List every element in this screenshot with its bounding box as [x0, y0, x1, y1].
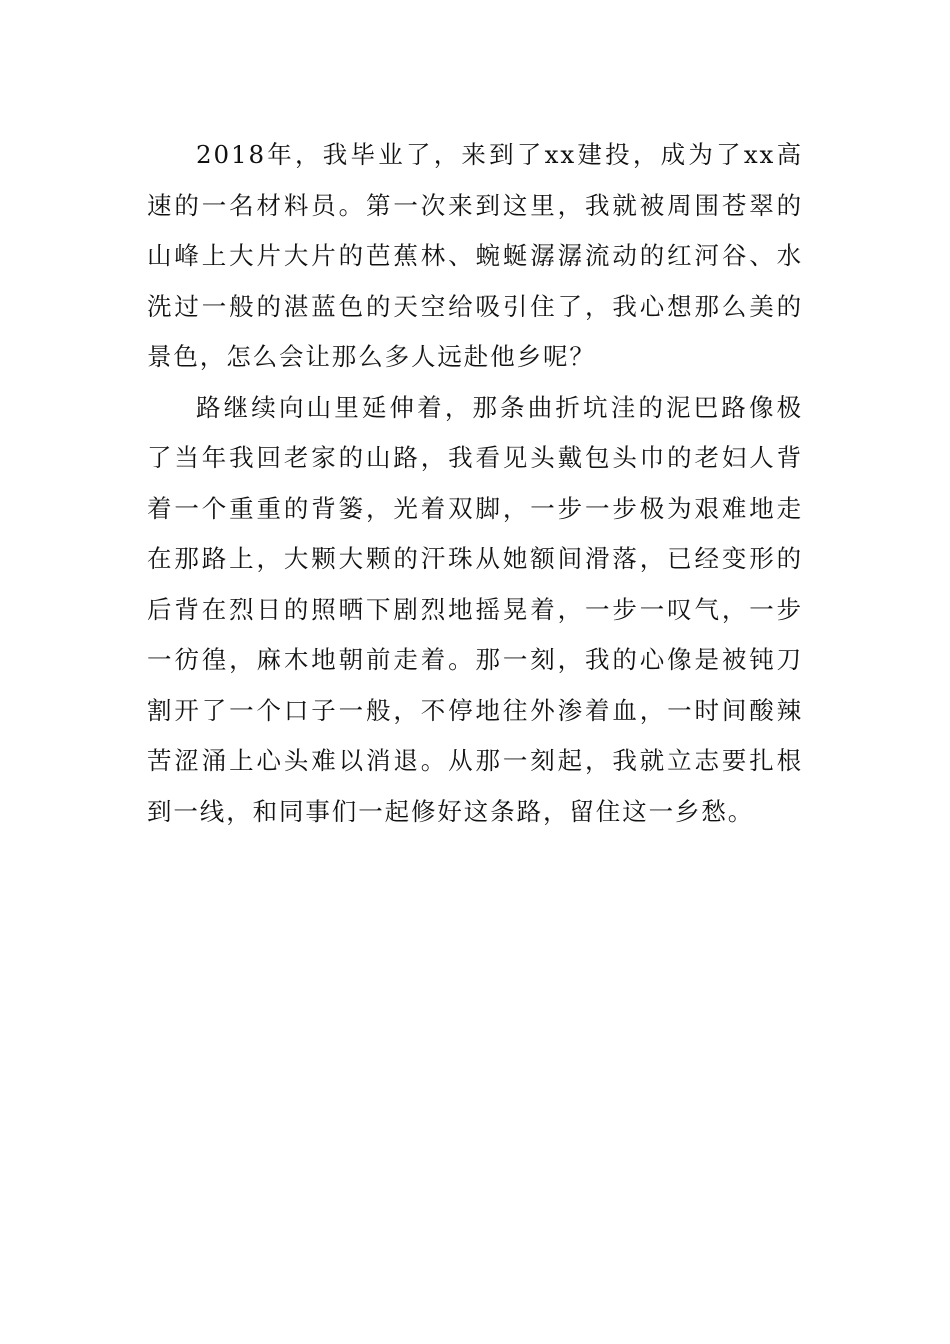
document-body [147, 130, 803, 837]
paragraph-2: 路继续向山里延伸着，那条曲折坑洼的泥巴路像极了当年我回老家的山路，我看见头戴包头巾的老妇人背着一个重重的背篓，光着双脚，一步一步极为艰难地走在那路上，大颗大颗的汗珠从她额间滑落，已经变形的后背在烈日的照晒下剧烈地摇晃着，一步一叹气，一步一彷徨，麻木地朝前走着。那一刻，我的心像是被钝刀割开了一个口子一般，不停地往外渗着血，一时间酸辣苦涩涌上心头难以消退。从那一刻起，我就立志要扎根到一线，和同事们一起修好这条路，留住这一乡愁。 [147, 392, 803, 826]
paragraph-1: 2018年，我毕业了，来到了xx建投，成为了xx高速的一名材料员。第一次来到这里，我就被周围苍翠的山峰上大片大片的芭蕉林、蜿蜒潺潺流动的红河谷、水洗过一般的湛蓝色的天空给吸引住了，我心想那么美的景色，怎么会让那么多人远赴他乡呢？ [147, 140, 803, 371]
